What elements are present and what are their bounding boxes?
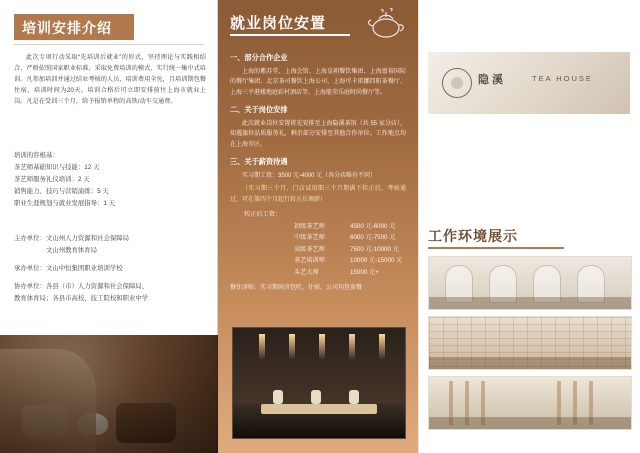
fold-line-right <box>418 0 419 453</box>
middle-section-heading: 三、关于薪资待遇 <box>230 157 288 166</box>
organizer-row <box>14 293 206 305</box>
salary-row <box>244 267 406 279</box>
salary-value: 10000 元-15000 元 <box>350 257 403 264</box>
salary-row <box>244 255 406 267</box>
left-schedule-block <box>14 150 206 210</box>
left-intro-paragraph: 此次专项行动采取“先培训后就业”的形式，坚持理论与实践相结合，严格依照国家职业标准，采取免费培训的模式，实行统一集中式培训。凡参加培训并通过结业考核的人员，培训费用全免，且培训期包餐住宿，培训时间为20天。培训合格后可立即安排前往上海市就业上岗。凡是在受训三个月，给予报销单程的高铁/动车交通费。 <box>14 54 206 105</box>
salary-row <box>244 232 406 244</box>
right-panel <box>418 0 640 453</box>
middle-benefits-note: 餐住津贴：实习期间含包吃、住宿，公司均包套餐 <box>230 285 363 291</box>
left-intro-text <box>14 52 206 111</box>
salary-table-label: 转正后工资： <box>244 211 282 218</box>
schedule-item: 茶艺师服务礼仪培训：2 天 <box>14 176 90 183</box>
right-title-underline <box>428 247 564 249</box>
schedule-item: 销售能力、技巧与营销演练：5 天 <box>14 188 109 195</box>
left-panel-title: 培训安排介绍 <box>22 20 112 36</box>
salary-level: 初级茶艺师 <box>294 222 325 230</box>
work-environment-gallery <box>428 256 630 436</box>
photo-brick-wall-room <box>428 316 632 370</box>
salary-value: 15000 元+ <box>350 268 379 276</box>
organizer-value: 文山中恒集团职业培训学校 <box>45 265 123 272</box>
schedule-item: 茶艺师基础知识与技能：12 天 <box>14 164 100 171</box>
brand-name-en: TEA HOUSE <box>532 74 593 83</box>
middle-body <box>230 46 406 294</box>
right-title-block <box>428 226 628 246</box>
organizer-key: 承办单位： <box>14 265 46 272</box>
circle-logo-icon <box>442 68 472 98</box>
photo-arched-corridor <box>428 256 632 310</box>
brand-name-cn: 隐溪 <box>478 74 506 86</box>
teapot-icon <box>364 6 408 40</box>
middle-section-paragraph: 上海的紫苏堂、上海会馆、上海皇朝餐饮集团、上海富裕国际的餐厅集团、北京茶司餐饮上海公司、上海可卡雷娜四阳茶餐厅、上海三平港楼地庭彩村酒店等、上海能荣乐庭时尚餐厅等。 <box>230 68 406 96</box>
left-panel <box>0 0 218 453</box>
schedule-item: 职业生涯规划与就业发展指导：1 天 <box>14 200 116 207</box>
organizer-row <box>14 233 206 245</box>
salary-header-row <box>244 209 406 221</box>
organizer-key: 主办单位： <box>14 235 46 242</box>
organizer-key: 协办单位： <box>14 283 46 290</box>
middle-salary-note: （实习期三个月，门店试用期三个月期满下转正后，考核通过，可在第四个月起行转正后调薪） <box>230 186 406 203</box>
salary-table <box>244 209 406 278</box>
organizer-row <box>14 281 206 293</box>
salary-value: 4500 元-6000 元 <box>350 222 396 230</box>
salary-row <box>244 244 406 256</box>
organizer-value: 文山州教育体育局 <box>45 247 98 254</box>
left-title-block <box>14 14 134 40</box>
left-title-divider <box>14 44 204 45</box>
middle-section-heading: 二、关于岗位安排 <box>230 105 288 114</box>
salary-level: 茶艺培训师 <box>294 257 325 264</box>
organizer-value: 文山州人力资源和社会保障局 <box>45 235 130 242</box>
right-panel-title: 工作环境展示 <box>428 228 518 244</box>
salary-level: 头艺大师 <box>294 268 319 276</box>
left-organizers-block <box>14 233 206 305</box>
middle-panel-title: 就业岗位安置 <box>230 15 327 32</box>
organizer-value: 各县（市）人力资源和社会保障局、 <box>45 283 149 290</box>
middle-title-underline <box>230 34 350 36</box>
brand-logo-panel <box>428 52 630 114</box>
middle-panel <box>218 0 418 453</box>
fold-line-left <box>217 0 218 453</box>
schedule-heading: 培训的容根基： <box>14 152 59 159</box>
salary-value: 7500 元-10000 元 <box>350 245 399 253</box>
salary-value: 6000 元-7500 元 <box>350 234 396 241</box>
photo-wooden-lattice-room <box>428 376 632 430</box>
organizer-row <box>14 263 206 275</box>
salary-row <box>244 221 406 233</box>
organizer-value: 教育体育局；各县市高校、技工院校和职业中学 <box>14 295 149 302</box>
middle-photo-tea-house-interior <box>232 327 406 439</box>
left-photo-tea-ceremony <box>0 335 218 453</box>
middle-section-heading: 一、部分合作企业 <box>230 53 288 62</box>
organizer-row <box>14 245 206 257</box>
middle-section-paragraph: 此次就业岗位安置将先安排至上海隐溪茶馆（共 55 家分店），知遇旗位品质服务礼，剩余部分安排至其他合作单位。工作地点均在上海市区。 <box>230 120 406 148</box>
salary-level: 中级茶艺师 <box>294 234 325 241</box>
middle-salary-intro: 实习期工资：3500 元-4000 元（各分店略有不同） <box>242 172 377 179</box>
salary-level: 高级茶艺师 <box>294 245 325 253</box>
